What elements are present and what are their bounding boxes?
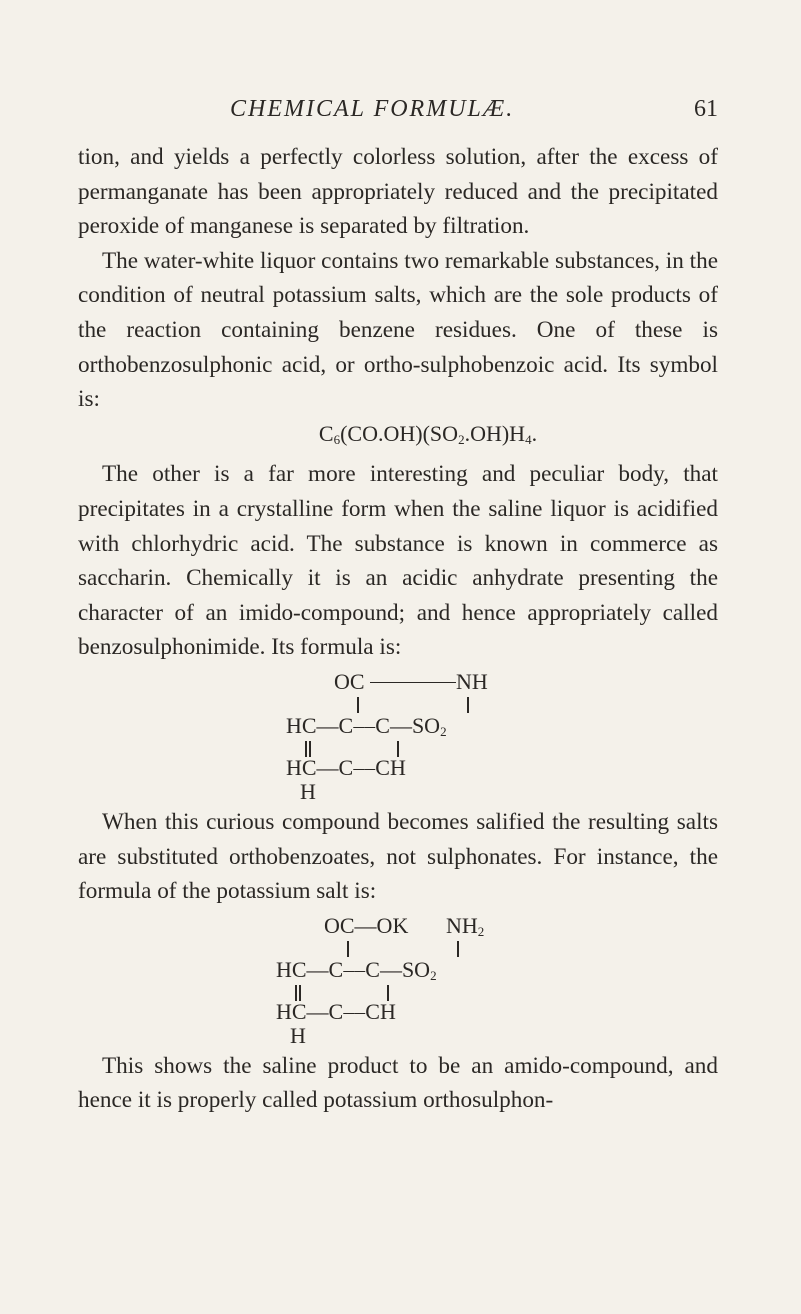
paragraph-5: This shows the saline product to be an amido-compound, and hence it is properly called potassium orthosulphon- — [78, 1052, 718, 1114]
bond-line — [357, 697, 359, 713]
paragraph-2: The water-white liquor contains two remarkable substances, in the condition of neutral potassium salts, which are the sole products of the reaction containing benzene residues. One of these is orthobenzosulphonic acid, or ortho-sulphobenzoic acid. Its symbol is: — [78, 247, 718, 413]
bond-line — [370, 682, 456, 684]
formula-h: H — [300, 778, 316, 804]
page-number: 61 — [694, 96, 718, 122]
bond-line — [347, 941, 349, 957]
formula-row3: HC—C⎯⎯CH — [276, 998, 396, 1024]
page-body — [78, 140, 718, 1118]
formula-oc-ok: OC—OK — [324, 912, 409, 938]
formula-nh: NH — [456, 668, 488, 694]
bond-line — [457, 941, 459, 957]
potassium-salt-structural-formula — [78, 909, 718, 1049]
saccharin-structural-formula — [78, 665, 718, 805]
formula-row3: HC—C⎯⎯CH — [286, 754, 406, 780]
paragraph-4: When this curious compound becomes salified the resulting salts are substituted orthobenzoates, not sulphonates. For instance, the formula of the potassium salt is: — [78, 808, 718, 905]
bond-line — [467, 697, 469, 713]
formula-nh2: $NH_2$ — [446, 912, 485, 939]
formula-row2: $HC—C⎯⎯C—SO_2$ — [286, 712, 447, 739]
formula-oc: OC — [334, 668, 365, 694]
running-title: CHEMICAL FORMULÆ. — [230, 96, 515, 122]
page-header — [78, 96, 718, 136]
orthosulphobenzoic-acid-formula: $C_6(CO.OH)(SO_2.OH)H_4$. — [318, 420, 538, 447]
paragraph-3: The other is a far more interesting and peculiar body, that precipitates in a crystalline form when the saline liquor is acidified with chlorhydric acid. The substance is known in commerce as saccharin. Chemically it is an acidic anhydrate presenting the character of an imido-compound; and hence appropriately called benzosulphonimide. Its formula is: — [78, 461, 718, 661]
formula-h: H — [290, 1022, 306, 1048]
formula-row2: $HC—C⎯⎯C—SO_2$ — [276, 956, 437, 983]
paragraph-1: tion, and yields a perfectly colorless solution, after the excess of permanganate has been appropriately reduced and the precipitated peroxide of manganese is separated by filtration. — [78, 144, 718, 240]
